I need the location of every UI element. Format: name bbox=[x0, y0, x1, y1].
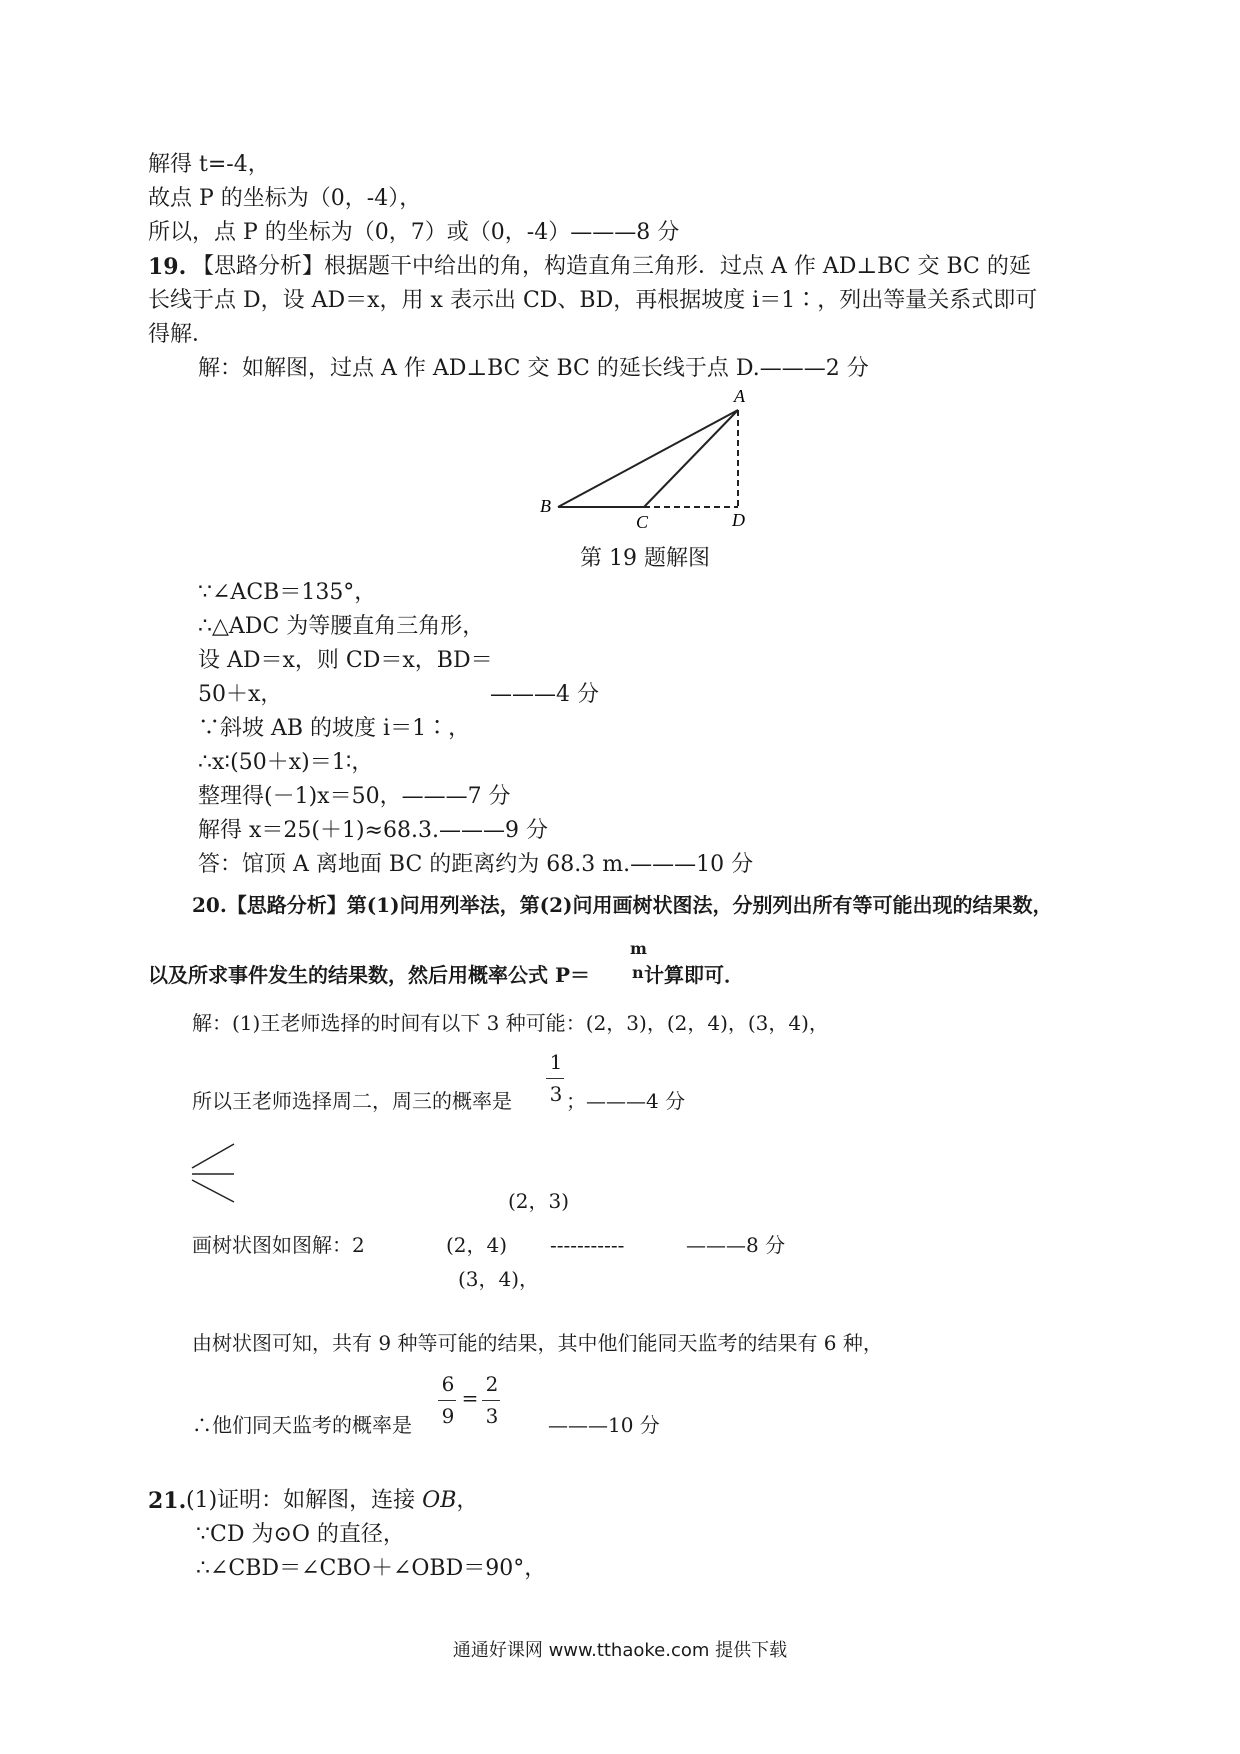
fraction-denominator: 9 bbox=[441, 1404, 455, 1428]
question-number: 19. bbox=[148, 254, 187, 280]
text-line: 设 AD＝x，则 CD＝x，BD＝ bbox=[198, 648, 493, 673]
fraction-denominator: 3 bbox=[485, 1404, 499, 1428]
text-line: 整理得(－1)x＝50，———7 分 bbox=[198, 784, 511, 809]
score-mark: ———10 分 bbox=[548, 1413, 660, 1437]
page-footer: 通通好课网 www.tthaoke.com 提供下载 bbox=[452, 1640, 788, 1661]
score-mark: ———8 分 bbox=[686, 1233, 786, 1257]
fraction-bar bbox=[546, 1078, 564, 1079]
tree-outcome: (2，4) bbox=[446, 1233, 508, 1257]
text-line: 20.【思路分析】第(1)问用列举法，第(2)问用画树状图法，分别列出所有等可能出现的结果数， bbox=[192, 893, 1053, 917]
fraction-denominator: n bbox=[632, 963, 644, 982]
tree-branches bbox=[190, 1140, 240, 1206]
dashed-line: ----------- bbox=[550, 1233, 625, 1257]
text-line: 得解． bbox=[148, 322, 215, 347]
text-line: ∴他们同天监考的概率是 bbox=[192, 1413, 412, 1437]
question-number: 21. bbox=[148, 1488, 187, 1514]
text-line: 答：馆顶 A 离地面 BC 的距离约为 68.3 m.———10 分 bbox=[198, 852, 754, 877]
label-b: B bbox=[540, 496, 551, 516]
figure-caption: 第 19 题解图 bbox=[580, 546, 710, 571]
segment-ab bbox=[558, 410, 738, 507]
label-d: D bbox=[732, 510, 745, 530]
text-line: 解得 t=-4， bbox=[148, 152, 270, 177]
text-line: 故点 P 的坐标为（0，-4）， bbox=[148, 186, 422, 211]
fraction-numerator: 2 bbox=[485, 1372, 499, 1396]
fraction-bar bbox=[482, 1400, 500, 1401]
text-line: 画树状图如图解：2 bbox=[192, 1233, 365, 1257]
tree-outcome: (3，4)， bbox=[458, 1267, 540, 1291]
label-c: C bbox=[636, 512, 649, 530]
text-line: 所以，点 P 的坐标为（0，7）或（0，-4）———8 分 bbox=[148, 220, 680, 245]
text-line bbox=[186, 1486, 478, 1516]
text-span-italic: OB bbox=[422, 1488, 457, 1513]
text-line: ∴∠CBD＝∠CBO＋∠OBD＝90°， bbox=[196, 1556, 547, 1581]
triangle-figure bbox=[530, 380, 770, 530]
text-line: 由树状图可知，共有 9 种等可能的结果，其中他们能同天监考的结果有 6 种， bbox=[192, 1331, 883, 1355]
text-line: 长线于点 D，设 AD＝x，用 x 表示出 CD、BD，再根据坡度 i＝1∶，列出等量关系式即可 bbox=[148, 288, 1038, 313]
fraction-numerator: 1 bbox=[549, 1050, 563, 1074]
text-line: 【思路分析】根据题干中给出的角，构造直角三角形．过点 A 作 AD⊥BC 交 BC 的延 bbox=[192, 254, 1031, 279]
text-line: 所以王老师选择周二，周三的概率是 bbox=[192, 1089, 512, 1113]
segment-ac bbox=[644, 410, 738, 507]
branch-line bbox=[192, 1180, 234, 1202]
text-line: 以及所求事件发生的结果数，然后用概率公式 P＝ bbox=[148, 963, 591, 987]
fraction-numerator: m bbox=[630, 939, 647, 958]
text-line: ∵CD 为⊙O 的直径， bbox=[196, 1522, 405, 1547]
fraction-bar bbox=[438, 1400, 456, 1401]
text-line: ∵∠ACB＝135°， bbox=[198, 580, 377, 605]
text-span: ， bbox=[456, 1488, 479, 1513]
text-span: (1)证明：如解图，连接 bbox=[186, 1488, 423, 1513]
fraction-denominator: 3 bbox=[549, 1082, 563, 1106]
text-line: ∴△ADC 为等腰直角三角形， bbox=[198, 614, 485, 639]
text-line: 解：如解图，过点 A 作 AD⊥BC 交 BC 的延长线于点 D.———2 分 bbox=[198, 356, 869, 381]
tree-outcome: (2，3) bbox=[508, 1189, 570, 1213]
text-line: ∵斜坡 AB 的坡度 i＝1∶， bbox=[198, 716, 471, 741]
score-mark: ；———4 分 bbox=[566, 1089, 686, 1113]
text-line: 解得 x＝25(＋1)≈68.3.———9 分 bbox=[198, 818, 548, 843]
text-line: 计算即可． bbox=[644, 963, 744, 987]
text-line: 50＋x， bbox=[198, 682, 283, 707]
fraction-numerator: 6 bbox=[441, 1372, 455, 1396]
equals-sign: = bbox=[461, 1386, 479, 1410]
score-mark: ———4 分 bbox=[490, 682, 599, 707]
text-line: 解：(1)王老师选择的时间有以下 3 种可能：(2，3)，(2，4)，(3，4)， bbox=[192, 1011, 829, 1035]
branch-line bbox=[192, 1144, 234, 1168]
text-line: ∴x∶(50＋x)＝1∶， bbox=[198, 750, 374, 775]
label-a: A bbox=[734, 386, 745, 406]
